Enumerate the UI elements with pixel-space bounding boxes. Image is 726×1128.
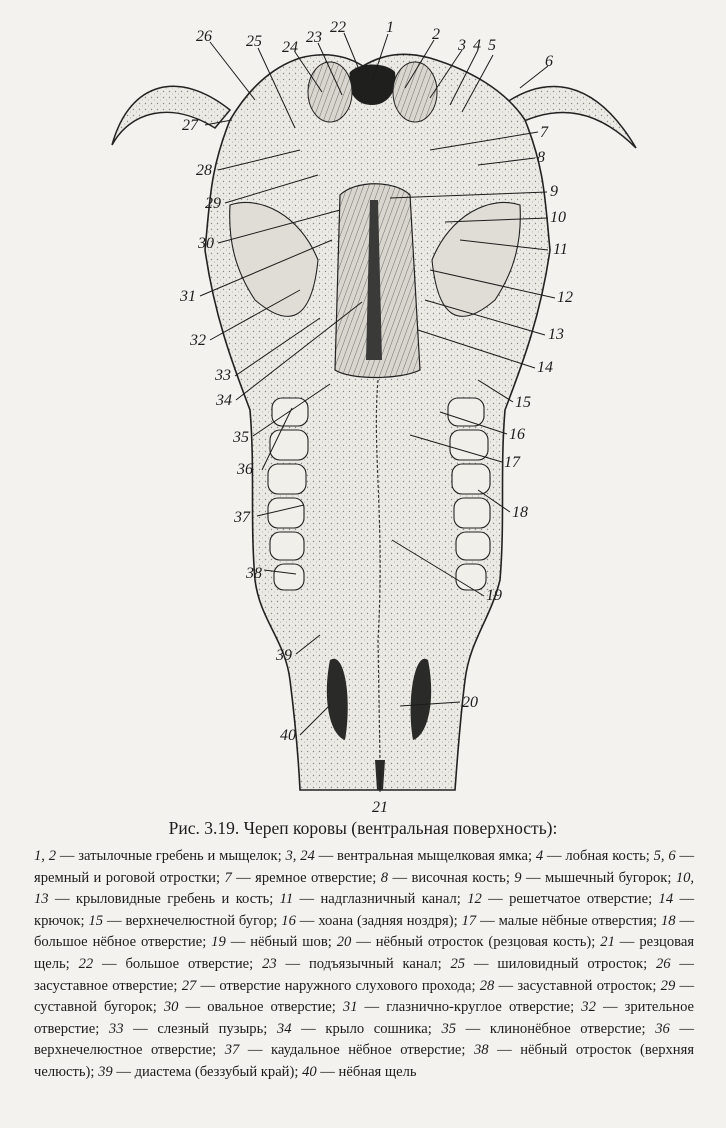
- legend-number: 12: [467, 891, 482, 908]
- label-14: 14: [537, 359, 553, 376]
- label-25: 25: [246, 33, 262, 50]
- legend-text: диастема (беззубый край): [134, 1063, 295, 1080]
- legend-entry: 11 — надглазничный канал;: [279, 891, 468, 908]
- label-1: 1: [386, 19, 394, 36]
- label-10: 10: [550, 209, 566, 226]
- legend-text: хоана (задняя ноздря): [318, 912, 454, 929]
- label-32: 32: [190, 332, 206, 349]
- label-36: 36: [237, 461, 253, 478]
- legend-entry: 35 — клинонёбное отверстие;: [441, 1020, 656, 1037]
- legend-entry: 15 — верхнечелюстной бугор;: [88, 912, 282, 929]
- legend-number: 4: [535, 848, 544, 864]
- legend-number: 38: [473, 1042, 489, 1059]
- legend-entry: 25 — шиловидный отросток;: [450, 955, 656, 972]
- legend-number: 9: [514, 869, 522, 886]
- legend-number: 17: [461, 912, 477, 929]
- legend-number: 25: [450, 955, 466, 972]
- legend-entry: 9 — мышечный бугорок;: [514, 869, 676, 886]
- legend-number: 33: [108, 1020, 124, 1037]
- legend-number: 10, 13: [34, 869, 695, 908]
- label-9: 9: [550, 183, 558, 200]
- legend-text: вентральная мыщелковая ямка: [337, 848, 528, 864]
- legend-entry: 16 — хоана (задняя ноздря);: [281, 912, 462, 929]
- legend-number: 16: [281, 912, 296, 929]
- label-30: 30: [198, 235, 214, 252]
- label-37: 37: [234, 509, 250, 526]
- figure-caption: Рис. 3.19. Череп коровы (вентральная поверхность):: [168, 818, 558, 838]
- legend-number: 21: [600, 934, 615, 951]
- legend-entry: 40 — нёбная щель: [302, 1063, 417, 1080]
- legend-entry: 23 — подъязычный канал;: [262, 955, 451, 972]
- legend-text: каудальное нёбное отверстие: [270, 1042, 462, 1059]
- legend-text: нёбная щель: [338, 1063, 417, 1080]
- label-28: 28: [196, 162, 212, 179]
- legend-text: нёбный отросток (верхняя челюсть): [34, 1042, 695, 1080]
- legend-text: крыловидные гребень и кость: [75, 891, 270, 908]
- legend-text: решетчатое отверстие: [509, 891, 649, 908]
- legend-text: глазнично-круглое отверстие: [386, 999, 571, 1016]
- legend-number: 7: [224, 869, 232, 886]
- legend-number: 18: [660, 912, 676, 929]
- legend-entry: 19 — нёбный шов;: [211, 934, 337, 951]
- label-34: 34: [216, 392, 232, 409]
- legend-text: верхнечелюстной бугор: [125, 912, 274, 929]
- label-27: 27: [182, 117, 198, 134]
- legend-number: 19: [211, 934, 226, 951]
- legend-number: 3, 24: [285, 848, 315, 864]
- legend-text: зрительное отверстие: [34, 999, 695, 1037]
- legend-text: суставной бугорок: [34, 999, 153, 1016]
- legend-entry: 12 — решетчатое отверстие;: [467, 891, 659, 908]
- legend-text: шиловидный отросток: [497, 955, 644, 972]
- left-condyle: [308, 62, 352, 122]
- legend-text: большое отверстие: [125, 955, 250, 972]
- legend-entry: 14 — крючок;: [34, 891, 695, 929]
- label-31: 31: [180, 288, 196, 305]
- legend-number: 37: [224, 1042, 240, 1059]
- legend-text: мышечный бугорок: [545, 869, 668, 886]
- legend-text: верхнечелюстное отверстие: [34, 1042, 213, 1059]
- label-16: 16: [509, 426, 525, 443]
- legend-entry: 26 — засуставное отверстие;: [34, 955, 695, 994]
- legend-text: крыло сошника: [325, 1020, 428, 1037]
- legend-entry: 22 — большое отверстие;: [78, 955, 263, 972]
- legend-entry: 31 — глазнично-круглое отверстие;: [342, 999, 582, 1016]
- skull-outline: [205, 54, 550, 790]
- legend-entry: 3, 24 — вентральная мыщелковая ямка;: [285, 848, 536, 864]
- legend-number: 27: [181, 977, 197, 994]
- legend-number: 28: [479, 977, 495, 994]
- legend-entry: 33 — слезный пузырь;: [108, 1020, 277, 1037]
- legend-number: 36: [655, 1020, 670, 1037]
- legend-number: 14: [658, 891, 674, 908]
- label-20: 20: [462, 694, 478, 711]
- legend-number: 5, 6: [653, 848, 676, 864]
- label-40: 40: [280, 727, 296, 744]
- legend-number: 1, 2: [34, 848, 57, 864]
- label-5: 5: [488, 37, 496, 54]
- legend-text: яремный и роговой отростки: [34, 869, 216, 886]
- legend-number: 20: [336, 934, 352, 951]
- label-17: 17: [504, 454, 520, 471]
- legend-text: лобная кость: [565, 848, 646, 864]
- legend-number: 23: [262, 955, 277, 972]
- figure-legend: [34, 846, 694, 1084]
- legend-entry: 27 — отверстие наружного слухового прохода;: [181, 977, 480, 994]
- legend-text: подъязычный канал: [308, 955, 438, 972]
- legend-number: 39: [98, 1063, 113, 1080]
- legend-text: яремное отверстие: [255, 869, 373, 886]
- legend-number: 15: [88, 912, 104, 929]
- label-13: 13: [548, 326, 564, 343]
- legend-entry: 21 — резцовая щель;: [34, 934, 695, 972]
- label-2: 2: [432, 26, 440, 43]
- left-horn: [112, 86, 230, 145]
- label-24: 24: [282, 39, 298, 56]
- label-19: 19: [486, 587, 502, 604]
- legend-entry: 8 — височная кость;: [380, 869, 515, 886]
- legend-number: 31: [342, 999, 358, 1016]
- legend-text: надглазничный канал: [320, 891, 457, 908]
- label-6: 6: [545, 53, 553, 70]
- legend-text: крючок: [34, 912, 81, 929]
- legend-number: 30: [163, 999, 179, 1016]
- legend-entry: 39 — диастема (беззубый край);: [98, 1063, 303, 1080]
- label-22: 22: [330, 19, 346, 36]
- label-3: 3: [458, 37, 466, 54]
- label-12: 12: [557, 289, 573, 306]
- legend-number: 11: [279, 891, 294, 908]
- legend-text: резцовая щель: [34, 934, 695, 972]
- legend-text: засуставной отросток: [517, 977, 653, 994]
- legend-entry: 18 — большое нёбное отверстие;: [34, 912, 695, 951]
- label-21: 21: [372, 799, 388, 815]
- legend-entry: 4 — лобная кость;: [535, 848, 654, 864]
- label-39: 39: [276, 647, 292, 664]
- legend-text: малые нёбные отверстия: [498, 912, 653, 929]
- legend-text: затылочные гребень и мыщелок: [78, 848, 278, 864]
- label-29: 29: [205, 195, 221, 212]
- legend-number: 34: [276, 1020, 292, 1037]
- legend-entry: 30 — овальное отверстие;: [163, 999, 343, 1016]
- legend-entry: 38 — нёбный отросток (верхняя челюсть);: [34, 1042, 695, 1080]
- legend-number: 32: [581, 999, 596, 1016]
- legend-number: 22: [78, 955, 94, 972]
- legend-text: височная кость: [411, 869, 506, 886]
- label-7: 7: [540, 124, 548, 141]
- label-15: 15: [515, 394, 531, 411]
- legend-text: овальное отверстие: [207, 999, 332, 1016]
- legend-text: нёбный шов: [250, 934, 328, 951]
- label-26: 26: [196, 28, 212, 45]
- label-23: 23: [306, 29, 322, 46]
- legend-entry: 32 — зрительное отверстие;: [34, 999, 695, 1037]
- legend-entry: 7 — яремное отверстие;: [224, 869, 381, 886]
- legend-entry: 29 — суставной бугорок;: [34, 977, 695, 1016]
- legend-number: 35: [441, 1020, 457, 1037]
- legend-entry: 1, 2 — затылочные гребень и мыщелок;: [34, 848, 286, 864]
- legend-entry: 36 — верхнечелюстное отверстие;: [34, 1020, 695, 1059]
- legend-number: 26: [655, 955, 671, 972]
- legend-number: 8: [380, 869, 389, 886]
- legend-entry: 17 — малые нёбные отверстия;: [461, 912, 661, 929]
- legend-entry: 10, 13 — крыловидные гребень и кость;: [34, 869, 695, 908]
- legend-text: слезный пузырь: [157, 1020, 264, 1037]
- legend-entry: 37 — каудальное нёбное отверстие;: [224, 1042, 474, 1059]
- legend-entry: 28 — засуставной отросток;: [479, 977, 661, 994]
- legend-entry: 20 — нёбный отросток (резцовая кость);: [336, 934, 601, 951]
- legend-text: отверстие наружного слухового прохода: [219, 977, 472, 994]
- legend-text: нёбный отросток (резцовая кость): [375, 934, 592, 951]
- legend-text: клинонёбное отверстие: [489, 1020, 642, 1037]
- label-33: 33: [215, 367, 231, 384]
- legend-entry: 5, 6 — яремный и роговой отростки;: [34, 848, 695, 886]
- label-11: 11: [553, 241, 568, 258]
- label-4: 4: [473, 37, 481, 54]
- label-38: 38: [246, 565, 262, 582]
- label-8: 8: [537, 149, 545, 166]
- label-35: 35: [233, 429, 249, 446]
- legend-text: большое нёбное отверстие: [34, 934, 203, 951]
- label-18: 18: [512, 504, 528, 521]
- legend-number: 40: [302, 1063, 317, 1080]
- legend-text: засуставное отверстие: [34, 977, 174, 994]
- legend-number: 29: [660, 977, 676, 994]
- legend-entry: 34 — крыло сошника;: [276, 1020, 442, 1037]
